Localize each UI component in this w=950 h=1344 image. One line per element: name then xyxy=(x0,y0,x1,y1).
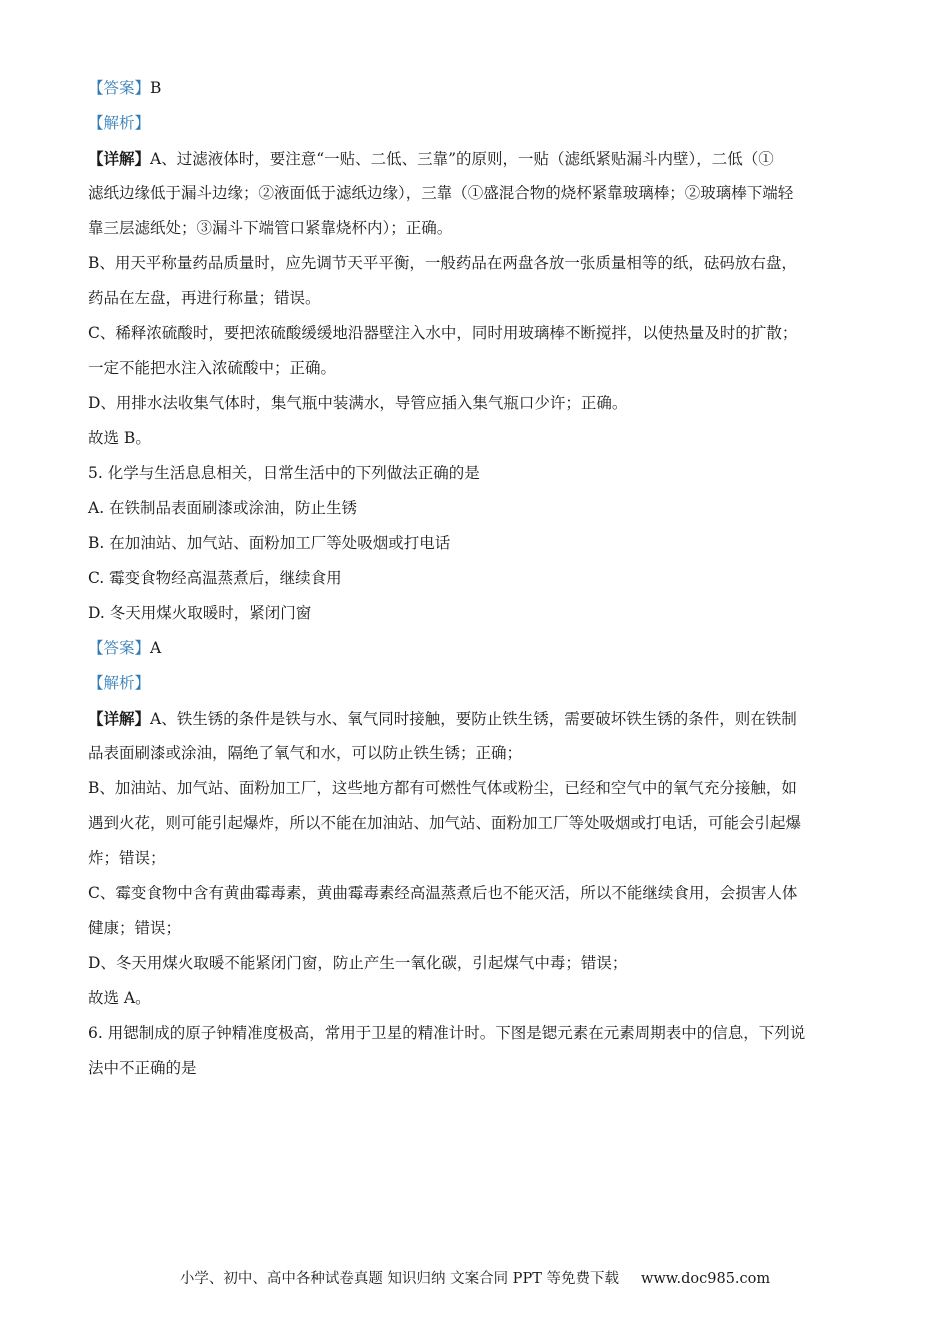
detail-line: 品表面刷漆或涂油，隔绝了氧气和水，可以防止铁生锈；正确； xyxy=(88,744,523,762)
detail-line xyxy=(88,701,863,736)
question-5-stem: 5. 化学与生活息息相关，日常生活中的下列做法正确的是 xyxy=(88,464,480,482)
footer-text: 小学、初中、高中各种试卷真题 知识归纳 文案合同 PPT 等免费下载 xyxy=(179,1271,619,1287)
answer-line-q5 xyxy=(88,631,863,666)
detail-line: D、用排水法收集气体时，集气瓶中装满水，导管应插入集气瓶口少许；正确。 xyxy=(88,394,628,412)
detail-line: 滤纸边缘低于漏斗边缘；②液面低于滤纸边缘），三靠（①盛混合物的烧杯紧靠玻璃棒；②玻璃棒下端轻 xyxy=(88,184,794,202)
detail-line: 炸；错误； xyxy=(88,849,166,867)
analysis-label: 【解析】 xyxy=(88,114,151,132)
detail-line: D、冬天用煤火取暖不能紧闭门窗，防止产生一氧化碳，引起煤气中毒；错误； xyxy=(88,954,628,972)
answer-value: A xyxy=(150,639,162,657)
option-d: D. 冬天用煤火取暖时，紧闭门窗 xyxy=(88,604,312,622)
detail-line: C、霉变食物中含有黄曲霉毒素，黄曲霉毒素经高温蒸煮后也不能灭活，所以不能继续食用，会损害人体 xyxy=(88,884,798,902)
detail-text: A、过滤液体时，要注意“一贴、二低、三靠”的原则，一贴（滤纸紧贴漏斗内壁），二低（① xyxy=(150,150,774,168)
analysis-label: 【解析】 xyxy=(88,674,151,692)
conclusion-line: 故选 A。 xyxy=(88,989,151,1007)
option-c: C. 霉变食物经高温蒸煮后，继续食用 xyxy=(88,569,342,587)
answer-label: 【答案】 xyxy=(88,639,151,657)
conclusion-line: 故选 B。 xyxy=(88,429,151,447)
detail-label: 【详解】 xyxy=(88,149,151,168)
footer-site: www.doc985.com xyxy=(640,1271,771,1287)
detail-text: A、铁生锈的条件是铁与水、氧气同时接触，要防止铁生锈，需要破坏铁生锈的条件，则在铁制 xyxy=(150,710,797,728)
detail-line: 药品在左盘，再进行称量；错误。 xyxy=(88,289,321,307)
option-b: B. 在加油站、加气站、面粉加工厂等处吸烟或打电话 xyxy=(88,534,451,552)
question-6-stem: 6. 用锶制成的原子钟精准度极高，常用于卫星的精准计时。下图是锶元素在元素周期表中的信息，下列说 xyxy=(88,1024,806,1042)
detail-label: 【详解】 xyxy=(88,709,151,728)
detail-line: B、加油站、加气站、面粉加工厂，这些地方都有可燃性气体或粉尘，已经和空气中的氧气充分接触，如 xyxy=(88,779,797,797)
detail-line: 健康；错误； xyxy=(88,919,182,937)
detail-line: C、稀释浓硫酸时，要把浓硫酸缓缓地沿器壁注入水中，同时用玻璃棒不断搅拌，以使热量及时的扩散； xyxy=(88,324,798,342)
detail-line: 靠三层滤纸处；③漏斗下端管口紧靠烧杯内）；正确。 xyxy=(88,219,453,237)
answer-label: 【答案】 xyxy=(88,79,151,97)
answer-value: B xyxy=(150,79,162,97)
page-content xyxy=(88,71,863,1086)
detail-line: 遇到火花，则可能引起爆炸，所以不能在加油站、加气站、面粉加工厂等处吸烟或打电话，可能会引起爆 xyxy=(88,814,802,832)
detail-line: 一定不能把水注入浓硫酸中；正确。 xyxy=(88,359,337,377)
option-a: A. 在铁制品表面刷漆或涂油，防止生锈 xyxy=(88,499,358,517)
page-footer xyxy=(0,1267,950,1288)
detail-line xyxy=(88,141,863,176)
analysis-heading-q5 xyxy=(88,666,863,701)
answer-line-q4 xyxy=(88,71,863,106)
analysis-heading-q4 xyxy=(88,106,863,141)
detail-line: B、用天平称量药品质量时，应先调节天平平衡，一般药品在两盘各放一张质量相等的纸，砝码放右盘， xyxy=(88,254,797,272)
question-6-stem: 法中不正确的是 xyxy=(88,1059,197,1077)
